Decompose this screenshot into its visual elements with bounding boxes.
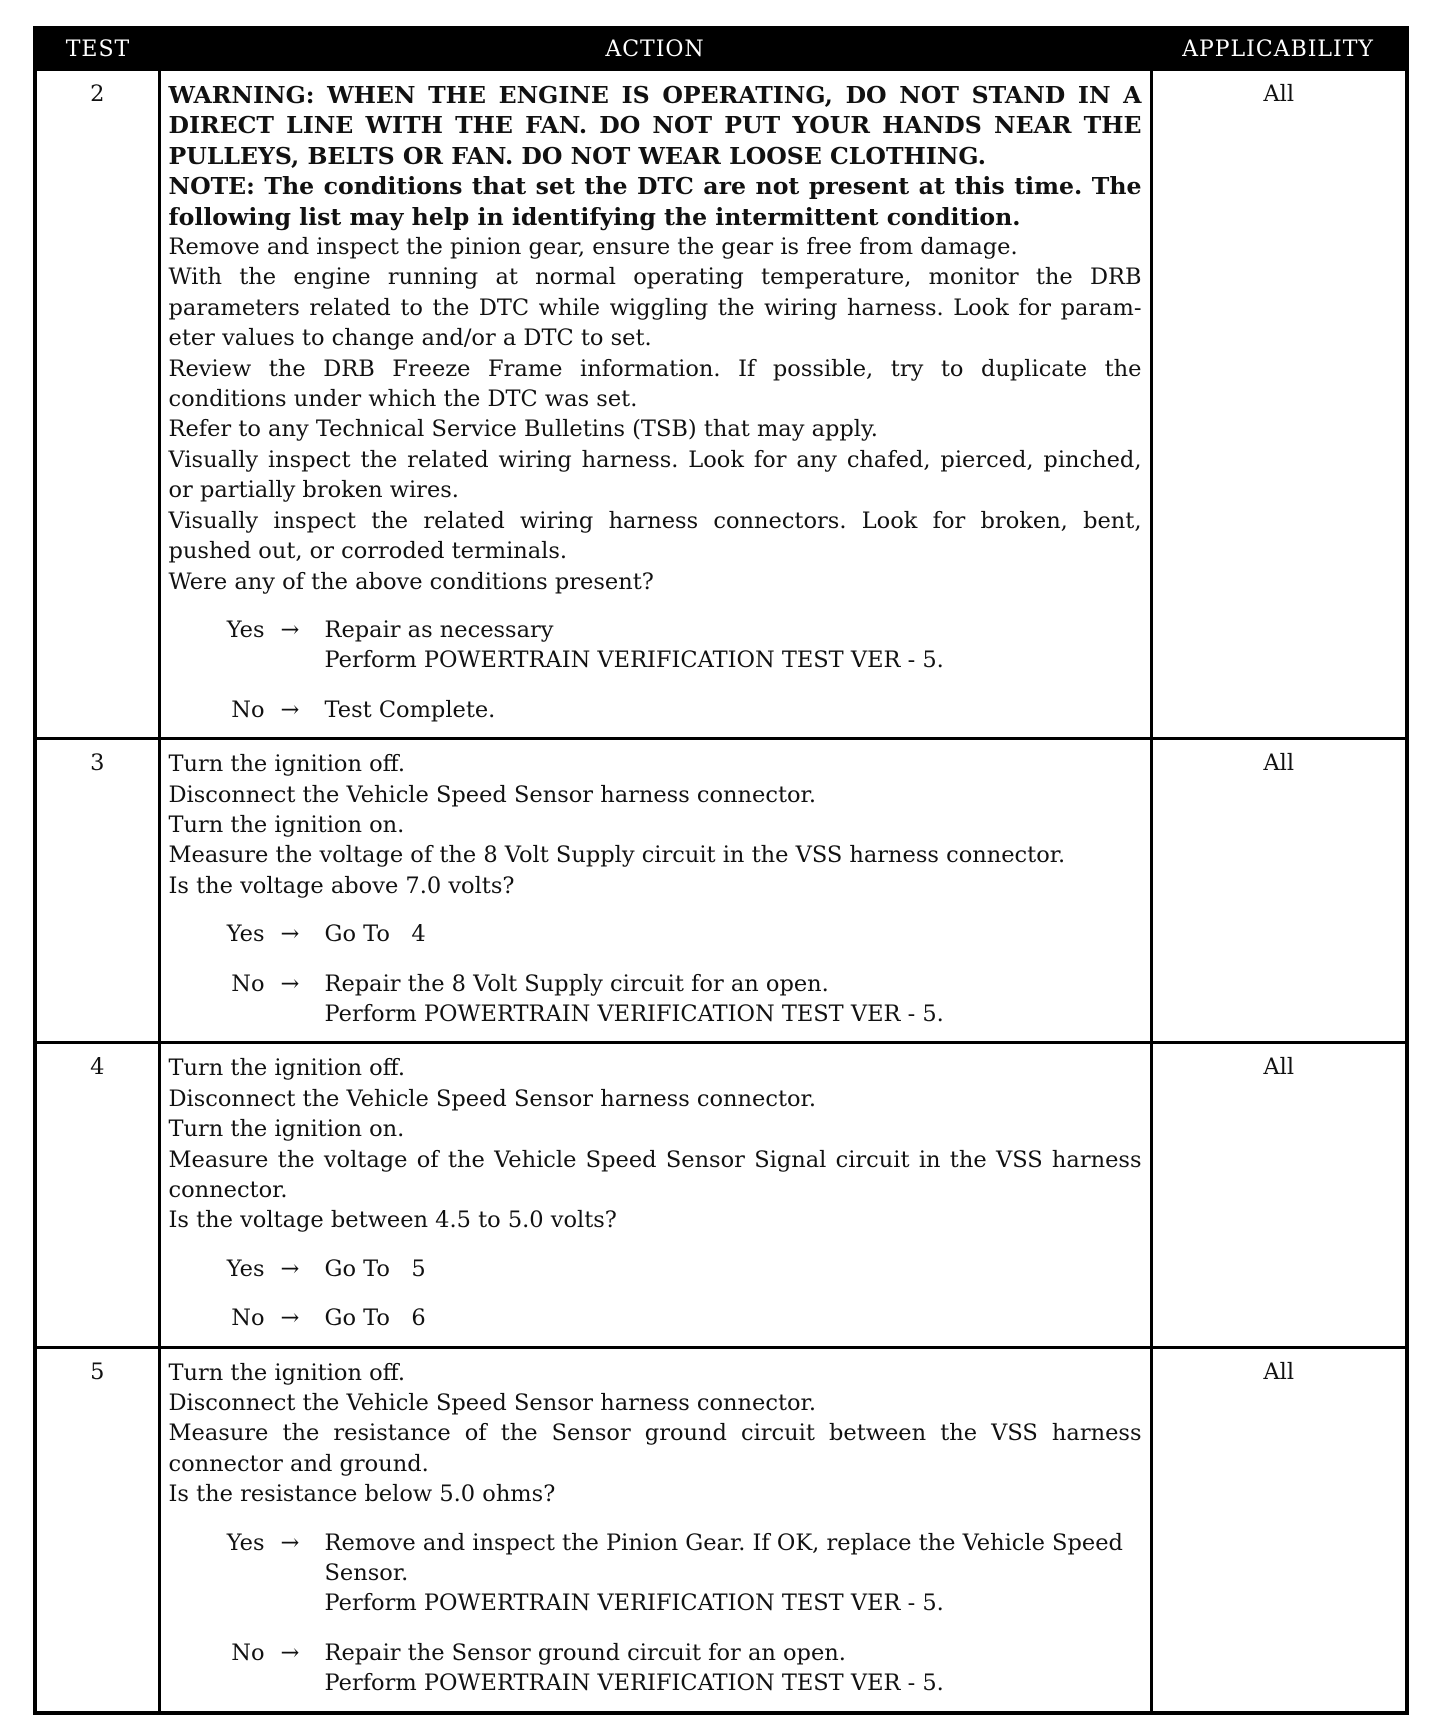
step-text: Is the voltage above 7.0 volts? xyxy=(168,872,515,899)
note-text: NOTE: The conditions that set the DTC are not present at this time. The following list may help in identifying the intermittent condition. xyxy=(168,172,1142,231)
answer-result xyxy=(325,1638,1142,1699)
answer-result-line: Perform POWERTRAIN VERIFICATION TEST VER - 5. xyxy=(324,1000,944,1027)
answer-label: No xyxy=(231,970,265,997)
table-row xyxy=(35,70,1407,739)
answer-label: Yes xyxy=(226,616,265,643)
test-number: 2 xyxy=(35,70,159,739)
answer-label: No xyxy=(231,696,265,723)
answer-result-line: Repair as necessary xyxy=(324,616,554,643)
step-text: Visually inspect the related wiring harness. Look for any chafed, pierced, pinched, or partially broken wires. xyxy=(168,446,1142,504)
answer-yes xyxy=(169,615,1142,676)
answer-list xyxy=(169,919,1142,1029)
test-number: 5 xyxy=(35,1347,159,1713)
answer-no xyxy=(169,695,1142,725)
step-text: Is the resistance below 5.0 ohms? xyxy=(168,1481,556,1508)
answer-result-line: Go To 5 xyxy=(324,1255,426,1282)
step-text: Measure the resistance of the Sensor ground circuit between the VSS harness connector and ground. xyxy=(168,1420,1142,1477)
answer-result xyxy=(325,1303,1142,1333)
answer-result xyxy=(325,615,1142,676)
diagnostic-table xyxy=(33,26,1409,1715)
applicability-value: All xyxy=(1151,739,1407,1043)
answer-no xyxy=(169,1303,1142,1333)
applicability-value: All xyxy=(1151,70,1407,739)
header-test: TEST xyxy=(35,28,159,70)
answer-result-line: Go To 4 xyxy=(324,921,426,948)
step-text: Measure the voltage of the 8 Volt Supply circuit in the VSS harness connector. xyxy=(168,842,1066,869)
answer-label: No xyxy=(231,1305,265,1332)
answer-result-line: Repair the 8 Volt Supply circuit for an open. xyxy=(324,970,829,997)
step-text: With the engine running at normal operating temperature, monitor the DRB parameters related to the DTC while wiggling the wiring harness. Look for param-eter values to change and/or a DTC to set. xyxy=(168,264,1142,352)
answer-no xyxy=(169,969,1142,1030)
arrow-right-icon: → xyxy=(280,696,300,723)
table-row xyxy=(35,1043,1407,1347)
step-text: Visually inspect the related wiring harness connectors. Look for broken, bent, pushed out, or corroded terminals. xyxy=(168,507,1142,565)
table-row xyxy=(35,739,1407,1043)
step-text: Disconnect the Vehicle Speed Sensor harness connector. xyxy=(168,781,816,808)
arrow-right-icon: → xyxy=(280,970,300,997)
answer-result xyxy=(325,1528,1142,1619)
step-text: Turn the ignition on. xyxy=(168,811,405,838)
answer-label: Yes xyxy=(226,1529,265,1556)
answer-result xyxy=(325,695,1142,725)
step-text: Review the DRB Freeze Frame information. If possible, try to duplicate the conditions under which the DTC was set. xyxy=(168,355,1142,413)
answer-label: Yes xyxy=(226,1255,265,1282)
answer-list xyxy=(169,615,1142,725)
step-text: Disconnect the Vehicle Speed Sensor harness connector. xyxy=(168,1390,816,1417)
step-text: Turn the ignition off. xyxy=(168,751,405,778)
table-body xyxy=(35,70,1407,1713)
action-cell xyxy=(159,70,1151,739)
header-action: ACTION xyxy=(159,28,1151,70)
action-cell xyxy=(159,1347,1151,1713)
applicability-value: All xyxy=(1151,1043,1407,1347)
arrow-right-icon: → xyxy=(280,1639,300,1666)
answer-label: No xyxy=(231,1639,265,1666)
answer-result xyxy=(325,919,1142,949)
answer-result-line: Repair the Sensor ground circuit for an open. xyxy=(324,1639,846,1666)
arrow-right-icon: → xyxy=(280,1255,300,1282)
applicability-value: All xyxy=(1151,1347,1407,1713)
answer-result-line: Perform POWERTRAIN VERIFICATION TEST VER - 5. xyxy=(324,647,944,674)
answer-yes xyxy=(169,1254,1142,1284)
step-text: Turn the ignition off. xyxy=(168,1359,405,1386)
answer-result-line: Perform POWERTRAIN VERIFICATION TEST VER - 5. xyxy=(324,1670,944,1697)
arrow-right-icon: → xyxy=(280,616,300,643)
arrow-right-icon: → xyxy=(280,921,300,948)
step-text: Turn the ignition on. xyxy=(168,1116,405,1143)
answer-result-line: Remove and inspect the Pinion Gear. If OK, replace the Vehicle Speed Sensor. xyxy=(324,1529,1131,1587)
answer-yes xyxy=(169,919,1142,949)
header-applicability: APPLICABILITY xyxy=(1151,28,1407,70)
answer-result xyxy=(325,969,1142,1030)
step-text: Measure the voltage of the Vehicle Speed Sensor Signal circuit in the VSS harness connector. xyxy=(168,1146,1142,1203)
action-cell xyxy=(159,739,1151,1043)
warning-text: WARNING: WHEN THE ENGINE IS OPERATING, DO NOT STAND IN A DIRECT LINE WITH THE FAN. DO NOT PUT YOUR HANDS NEAR THE PULLEYS, BELTS OR FAN. DO NOT WEAR LOOSE CLOTHING. xyxy=(168,81,1142,170)
step-text: Remove and inspect the pinion gear, ensure the gear is free from damage. xyxy=(168,234,1018,261)
step-text: Is the voltage between 4.5 to 5.0 volts? xyxy=(168,1207,617,1234)
answer-result xyxy=(325,1254,1142,1284)
header-row xyxy=(35,28,1407,70)
arrow-right-icon: → xyxy=(280,1305,300,1332)
answer-yes xyxy=(169,1528,1142,1619)
table-row xyxy=(35,1347,1407,1713)
arrow-right-icon: → xyxy=(280,1529,300,1556)
answer-list xyxy=(169,1528,1142,1699)
answer-result-line: Test Complete. xyxy=(324,696,496,723)
answer-label: Yes xyxy=(226,921,265,948)
step-text: Disconnect the Vehicle Speed Sensor harness connector. xyxy=(168,1085,816,1112)
step-text: Refer to any Technical Service Bulletins (TSB) that may apply. xyxy=(168,416,878,443)
step-text: Were any of the above conditions present? xyxy=(168,568,654,595)
answer-no xyxy=(169,1638,1142,1699)
answer-list xyxy=(169,1254,1142,1334)
step-text: Turn the ignition off. xyxy=(168,1055,405,1082)
action-cell xyxy=(159,1043,1151,1347)
test-number: 3 xyxy=(35,739,159,1043)
answer-result-line: Go To 6 xyxy=(324,1305,426,1332)
answer-result-line: Perform POWERTRAIN VERIFICATION TEST VER - 5. xyxy=(324,1590,944,1617)
diagnostic-test-sheet xyxy=(33,26,1405,1715)
test-number: 4 xyxy=(35,1043,159,1347)
